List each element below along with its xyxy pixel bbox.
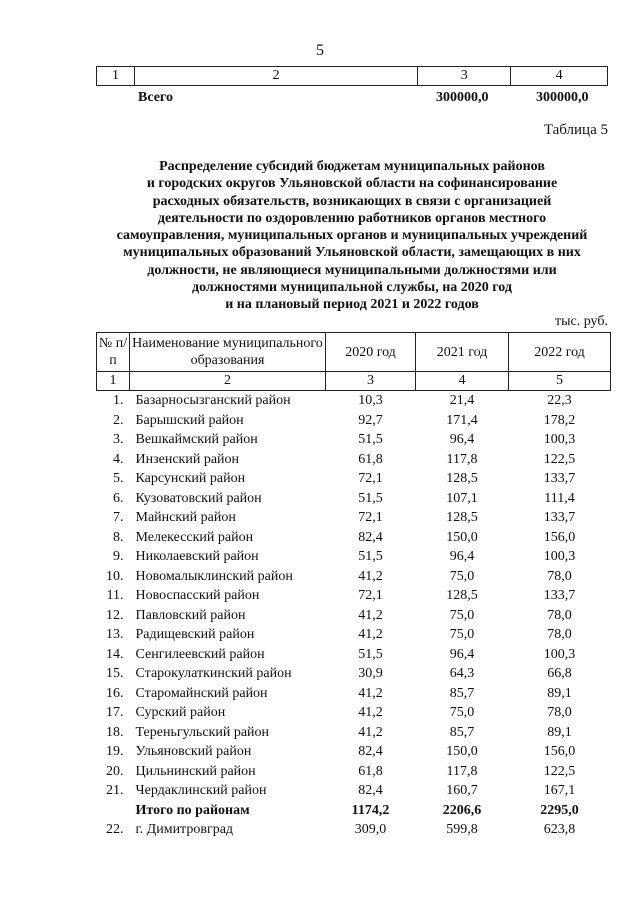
value-2022: 156,0: [543, 744, 576, 759]
value-2021: 75,0: [449, 607, 475, 623]
municipality-name: Сурский район: [135, 705, 226, 720]
value-2022: 122,5: [543, 763, 576, 779]
value-2022: 623,8: [543, 822, 576, 837]
row-number: 4.: [113, 451, 124, 467]
table-row: [97, 450, 611, 470]
title-line: и на плановый период 2021 и 2022 годов: [225, 297, 479, 313]
value-2020: 72,1: [358, 471, 383, 486]
table-row: [97, 567, 611, 587]
title-line: и городских округов Ульяновской области на софинансирование: [146, 176, 558, 192]
municipality-name: Новомалыклинский район: [135, 568, 293, 584]
value-2022: 100,3: [543, 646, 576, 662]
value-2020: 72,1: [358, 588, 383, 603]
value-2021: 117,8: [446, 763, 478, 779]
value-2020: 1174,2: [351, 802, 390, 818]
value-2020: 30,9: [358, 666, 383, 681]
value-2021: 171,4: [446, 412, 478, 428]
title-line: должностями муниципальной службы, на 2020 год: [192, 280, 512, 296]
municipality-name: Сенгилеевский район: [135, 646, 265, 662]
table-row: [97, 762, 611, 782]
municipality-name: Карсунский район: [135, 471, 246, 486]
municipality-name: Базарносызганский район: [135, 393, 291, 408]
value-2020: 41,2: [358, 724, 383, 740]
value-2020: 72,1: [358, 510, 383, 525]
header-2020: 2020 год: [326, 333, 416, 372]
value-2021: 128,5: [446, 510, 478, 525]
municipality-name: Новоспасский район: [135, 588, 260, 603]
table-row: [97, 391, 611, 411]
municipality-name: Тереньгульский район: [135, 724, 270, 740]
table-row: [97, 625, 611, 645]
column-numbers-row: [97, 372, 611, 391]
row-number: 11.: [106, 588, 124, 603]
value-2022: 22,3: [547, 393, 572, 408]
value-2021: 2206,6: [442, 802, 482, 818]
value-2022: 78,0: [547, 568, 572, 584]
value-2020: 51,5: [358, 432, 383, 447]
row-number: 21.: [106, 783, 124, 798]
value-2022: 78,0: [547, 705, 572, 720]
value-2021: 128,5: [446, 588, 478, 603]
value-2021: 150,0: [446, 529, 478, 545]
column-number-cell: 1: [97, 372, 130, 391]
row-number: 16.: [106, 685, 124, 701]
table-row: [97, 508, 611, 528]
value-2022: 2295,0: [540, 802, 579, 818]
column-number-cell: 2: [134, 67, 417, 86]
table-row: [97, 469, 611, 489]
municipality-name: Кузоватовский район: [135, 490, 262, 506]
grand-total-value-2: 300000,0: [536, 90, 589, 105]
value-2022: 78,0: [547, 627, 572, 642]
column-number-cell: 2: [130, 372, 326, 391]
row-number: 17.: [106, 705, 124, 720]
table-row: [97, 430, 611, 450]
grand-total-row: [0, 90, 640, 108]
row-number: 3.: [113, 432, 124, 447]
row-number: 18.: [106, 724, 124, 740]
municipality-name: Ульяновский район: [135, 744, 252, 759]
row-number: 5.: [113, 471, 124, 486]
value-2022: 133,7: [543, 471, 576, 486]
row-number: 12.: [106, 607, 124, 623]
row-number: 9.: [113, 549, 124, 564]
value-2022: 100,3: [543, 549, 576, 564]
row-number: 8.: [113, 529, 124, 545]
column-number-cell: 4: [511, 67, 608, 86]
title-line: Распределение субсидий бюджетам муниципальных районов: [159, 159, 545, 174]
table-row: [97, 528, 611, 548]
column-number-cell: 3: [326, 372, 416, 391]
value-2020: 61,8: [358, 763, 383, 779]
value-2022: 133,7: [543, 510, 576, 525]
table-row: [97, 606, 611, 626]
table-header-row: [97, 333, 611, 372]
municipality-name: Радищевский район: [135, 627, 255, 642]
grand-total-label: Всего: [138, 90, 173, 105]
value-2022: 111,4: [544, 490, 575, 506]
municipality-name: Барышский район: [135, 412, 244, 428]
municipality-name: Чердаклинский район: [135, 783, 267, 798]
value-2022: 178,2: [543, 412, 576, 428]
value-2021: 96,4: [449, 432, 475, 447]
table-row: [97, 586, 611, 606]
value-2021: 75,0: [449, 705, 475, 720]
value-2021: 117,8: [446, 451, 478, 467]
header-name: Наименование муниципального образования: [130, 333, 326, 372]
title-line: должности, не являющиеся муниципальными должностями или: [147, 262, 557, 278]
header-2021: 2021 год: [416, 333, 509, 372]
value-2020: 41,2: [358, 705, 383, 720]
value-2020: 82,4: [358, 783, 383, 798]
header-num: № п/п: [97, 333, 130, 372]
municipality-name: г. Димитровград: [135, 822, 234, 837]
row-number: 10.: [106, 568, 124, 584]
value-2020: 51,5: [358, 646, 383, 662]
value-2022: 89,1: [547, 724, 572, 740]
municipality-name: Итого по районам: [135, 802, 250, 818]
value-2021: 85,7: [449, 724, 475, 740]
subsidy-distribution-table: [96, 332, 611, 840]
municipality-name: Цильнинский район: [135, 763, 256, 779]
value-2020: 61,8: [358, 451, 383, 467]
title-line: самоуправления, муниципальных органов и муниципальных учреждений: [116, 228, 588, 244]
municipality-name: Старомайнский район: [135, 685, 268, 701]
header-2022: 2022 год: [509, 333, 611, 372]
table-row: [97, 489, 611, 509]
title-line: деятельности по оздоровлению работников органов местного: [157, 210, 547, 226]
column-number-cell: 3: [418, 67, 511, 86]
grand-total-value-1: 300000,0: [436, 90, 489, 105]
municipality-name: Павловский район: [135, 607, 246, 623]
title-line: муниципальных образований Ульяновской области, замещающих в них: [123, 245, 581, 261]
value-2020: 51,5: [358, 549, 383, 564]
table-row: [97, 723, 611, 743]
row-number: 2.: [113, 412, 124, 428]
value-2021: 599,8: [446, 822, 478, 837]
municipality-name: Майнский район: [135, 510, 236, 525]
municipality-name: Вешкаймский район: [135, 432, 258, 447]
document-title: [96, 158, 608, 314]
value-2021: 150,0: [446, 744, 478, 759]
row-number: 1.: [113, 393, 124, 408]
table-row: [97, 703, 611, 723]
table-row: [97, 781, 611, 801]
table-row: [97, 411, 611, 431]
table-row: [97, 684, 611, 704]
value-2022: 122,5: [543, 451, 576, 467]
value-2020: 41,2: [358, 685, 383, 701]
value-2020: 41,2: [358, 627, 383, 642]
municipality-name: Мелекесский район: [135, 529, 254, 545]
value-2021: 75,0: [449, 568, 475, 584]
row-number: 20.: [106, 763, 124, 779]
value-2021: 107,1: [446, 490, 478, 506]
value-2020: 41,2: [358, 607, 383, 623]
value-2022: 167,1: [543, 783, 576, 798]
table-row: [97, 742, 611, 762]
column-number-cell: 1: [97, 67, 135, 86]
subtotal-row: [97, 801, 611, 821]
value-2021: 21,4: [449, 393, 475, 408]
value-2021: 85,7: [449, 685, 475, 701]
value-2022: 66,8: [547, 666, 572, 681]
row-number: [97, 801, 130, 821]
continuation-table-header: [96, 66, 608, 86]
table-row: [97, 664, 611, 684]
value-2021: 160,7: [446, 783, 478, 798]
municipality-name: Старокулаткинский район: [135, 666, 292, 681]
value-2020: 82,4: [358, 529, 383, 545]
table-caption: Таблица 5: [543, 122, 608, 138]
units-label: тыс. руб.: [555, 314, 608, 329]
column-number-cell: 4: [416, 372, 509, 391]
value-2020: 309,0: [354, 822, 387, 837]
title-line: расходных обязательств, возникающих в связи с организацией: [152, 193, 552, 209]
value-2020: 82,4: [358, 744, 383, 759]
table-row: [97, 820, 611, 840]
value-2020: 51,5: [358, 490, 383, 506]
value-2022: 156,0: [543, 529, 576, 545]
column-number-cell: 5: [509, 372, 611, 391]
value-2022: 133,7: [543, 588, 576, 603]
municipality-name: Инзенский район: [135, 451, 240, 467]
row-number: 22.: [106, 822, 124, 837]
row-number: 6.: [113, 490, 124, 506]
row-number: 15.: [106, 666, 124, 681]
table-row: [97, 645, 611, 665]
value-2020: 10,3: [358, 393, 383, 408]
value-2021: 64,3: [449, 666, 475, 681]
value-2021: 96,4: [449, 549, 475, 564]
row-number: 19.: [106, 744, 124, 759]
value-2021: 128,5: [446, 471, 478, 486]
row-number: 13.: [106, 627, 124, 642]
page-number: 5: [316, 42, 324, 59]
value-2021: 75,0: [449, 627, 475, 642]
value-2020: 92,7: [358, 412, 383, 428]
value-2022: 78,0: [547, 607, 572, 623]
table-row: [97, 547, 611, 567]
row-number: 14.: [106, 646, 124, 662]
value-2021: 96,4: [449, 646, 475, 662]
value-2020: 41,2: [358, 568, 383, 584]
row-number: 7.: [113, 510, 124, 525]
value-2022: 100,3: [543, 432, 576, 447]
municipality-name: Николаевский район: [135, 549, 259, 564]
value-2022: 89,1: [547, 685, 572, 701]
